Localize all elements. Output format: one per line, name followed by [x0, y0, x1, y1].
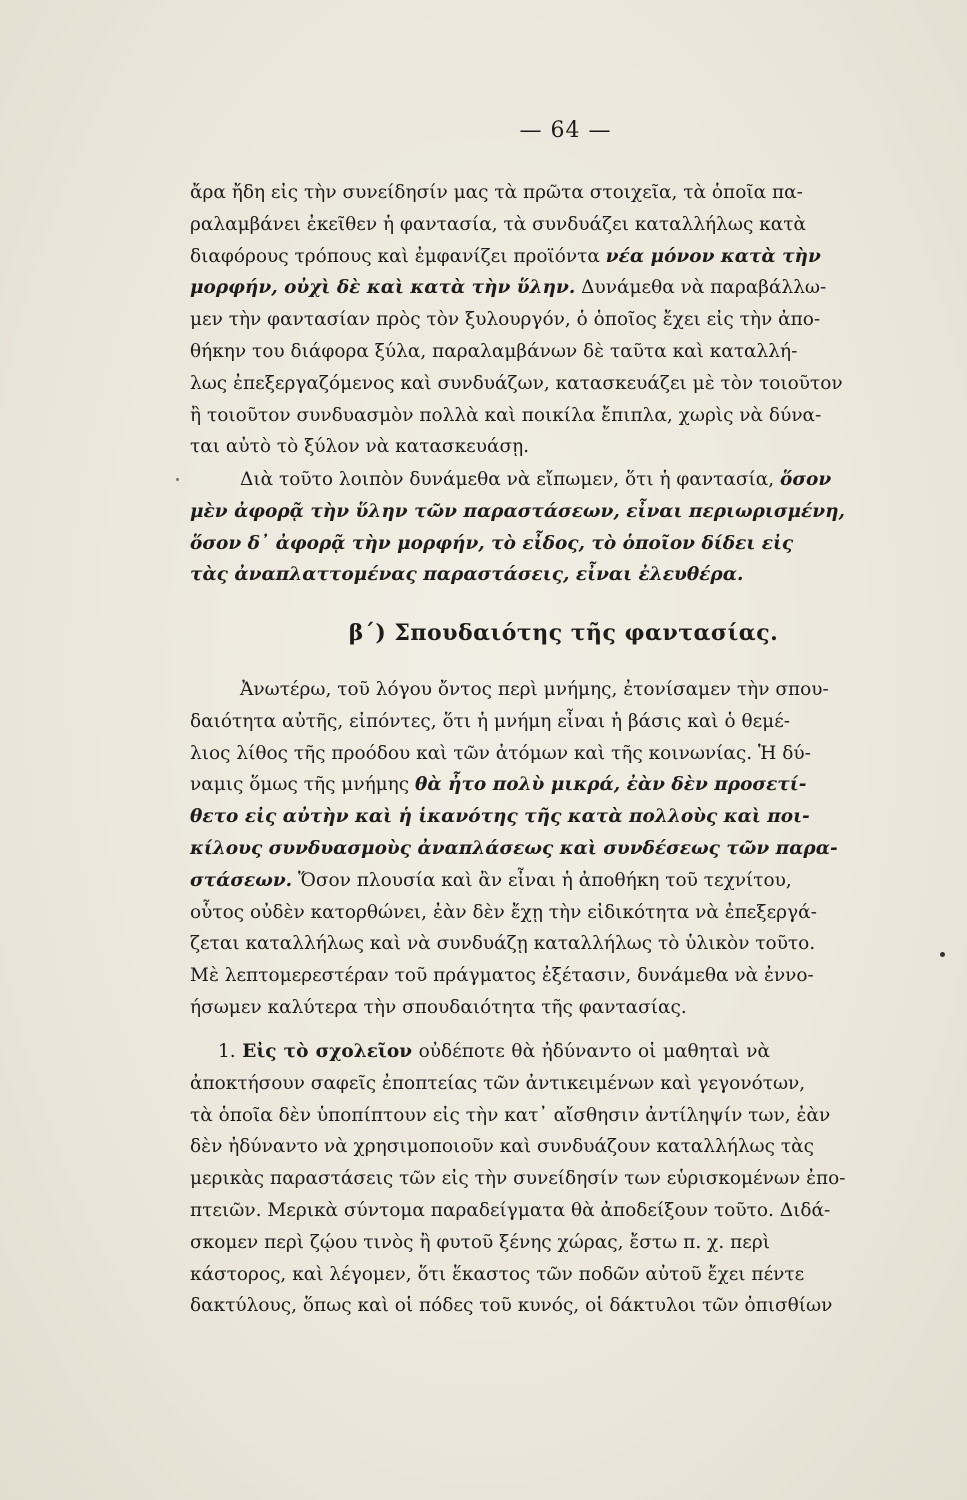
text-line	[190, 801, 810, 833]
text-line	[190, 528, 794, 560]
ink-speck	[940, 952, 945, 957]
text-line: ἄρα ἤδη εἰς τὴν συνείδησίν μας τὰ πρῶτα στοιχεῖα, τὰ ὁποῖα πα-	[190, 182, 803, 203]
text-run: Διὰ τοῦτο λοιπὸν δυνάμεθα νὰ εἴπωμεν, ὅτι ἡ φαντασία,	[240, 469, 780, 490]
text-line: δακτύλους, ὅπως καὶ οἱ πόδες τοῦ κυνός, οἱ δάκτυλοι τῶν ὀπισθίων	[190, 1295, 833, 1317]
text-line	[190, 241, 821, 273]
text-run: οὐδέποτε θὰ ἠδύναντο οἱ μαθηταὶ νὰ	[412, 1041, 770, 1062]
section-heading: β΄) Σπουδαιότης τῆς φαντασίας.	[348, 620, 779, 646]
text-line: ζεται καταλλήλως καὶ νὰ συνδυάζῃ καταλλήλως τὸ ὑλικὸν τοῦτο.	[190, 933, 816, 955]
text-run: Ὅσον πλουσία καὶ ἂν εἶναι ἡ ἀποθήκη τοῦ τεχνίτου,	[292, 869, 792, 891]
text-line: Μὲ λεπτομερεστέραν τοῦ πράγματος ἐξέτασιν, δυνάμεθα νὰ ἐννο-	[190, 965, 814, 987]
text-line	[190, 833, 838, 865]
text-line: μερικὰς παραστάσεις τῶν εἰς τὴν συνείδησίν των εὑρισκομένων ἐπο-	[190, 1168, 846, 1190]
emphasis-text: θὰ ἦτο πολὺ μικρά, ἐὰν δὲν προσετί-	[415, 774, 807, 796]
emphasis-text: κίλους συνδυασμοὺς ἀναπλάσεως καὶ συνδέσεως τῶν παρα-	[190, 837, 838, 859]
ink-speck	[176, 478, 179, 481]
text-line	[190, 865, 792, 897]
text-run: διαφόρους τρόπους καὶ ἐμφανίζει προϊόντα	[190, 245, 606, 267]
text-line: λως ἐπεξεργαζόμενος καὶ συνδυάζων, κατασκευάζει μὲ τὸν τοιοῦτον	[190, 372, 843, 394]
paragraph-1	[190, 177, 843, 463]
text-line: κάστορος, καὶ λέγομεν, ὅτι ἕκαστος τῶν ποδῶν αὐτοῦ ἔχει πέντε	[190, 1263, 805, 1285]
emphasis-text: μὲν ἀφορᾷ τὴν ὕλην τῶν παραστάσεων, εἶναι περιωρισμένη,	[190, 500, 845, 522]
text-run: Δυνάμεθα νὰ παραβάλλω-	[575, 277, 827, 299]
text-line: θήκην του διάφορα ξύλα, παραλαμβάνων δὲ ταῦτα καὶ καταλλή-	[190, 340, 798, 362]
emphasis-text: θετο εἰς αὐτὴν καὶ ἡ ἱκανότης τῆς κατὰ πολλοὺς καὶ ποι-	[190, 806, 810, 828]
text-line: σκομεν περὶ ζῴου τινὸς ἢ φυτοῦ ξένης χώρας, ἔστω π. χ. περὶ	[190, 1231, 770, 1253]
text-line	[190, 1036, 770, 1068]
text-line: δαιότητα αὐτῆς, εἰπόντες, ὅτι ἡ μνήμη εἶναι ἡ βάσις καὶ ὁ θεμέ-	[190, 710, 791, 732]
text-line: ται αὐτὸ τὸ ξύλον νὰ κατασκευάσῃ.	[190, 436, 530, 458]
text-line: τὰ ὁποῖα δὲν ὑποπίπτουν εἰς τὴν κατ᾽ αἴσθησιν ἀντίληψίν των, ἐὰν	[190, 1104, 831, 1126]
text-line: ἀποκτήσουν σαφεῖς ἐποπτείας τῶν ἀντικειμένων καὶ γεγονότων,	[190, 1072, 806, 1094]
paragraph-2	[190, 464, 845, 591]
emphasis-text: νέα μόνον κατὰ τὴν	[605, 245, 821, 267]
emphasis-text: ὅσον	[780, 469, 832, 490]
text-line	[190, 496, 845, 528]
bold-text: Εἰς τὸ σχολεῖον	[242, 1041, 413, 1062]
text-line: δὲν ἠδύναντο νὰ χρησιμοποιοῦν καὶ συνδυάζουν καταλλήλως τὰς	[190, 1136, 814, 1158]
emphasis-text: μορφήν, οὐχὶ δὲ καὶ κατὰ τὴν ὕλην.	[190, 277, 576, 299]
emphasis-text: ὅσον δ᾽ ἀφορᾷ τὴν μορφήν, τὸ εἶδος, τὸ ὁποῖον δίδει εἰς	[190, 532, 794, 554]
text-line: ήσωμεν καλύτερα τὴν σπουδαιότητα τῆς φαντασίας.	[190, 996, 687, 1018]
text-line: ἢ τοιοῦτον συνδυασμὸν πολλὰ καὶ ποικίλα ἔπιπλα, χωρὶς νὰ δύνα-	[190, 404, 822, 426]
paragraph-3	[190, 674, 838, 1024]
list-number: 1.	[218, 1041, 243, 1062]
text-line	[190, 559, 770, 591]
text-line: πτειῶν. Μερικὰ σύντομα παραδείγματα θὰ ἀποδείξουν τοῦτο. Διδά-	[190, 1199, 831, 1221]
text-line	[190, 272, 827, 304]
text-line: ραλαμβάνει ἐκεῖθεν ἡ φαντασία, τὰ συνδυάζει καταλλήλως κατὰ	[190, 213, 806, 235]
page-number: — 64 —	[519, 118, 612, 143]
text-line: λιος λίθος τῆς προόδου καὶ τῶν ἀτόμων καὶ τῆς κοινωνίας. Ἡ δύ-	[190, 742, 811, 764]
emphasis-text: στάσεων.	[190, 869, 293, 891]
text-run: ναμις ὅμως τῆς μνήμης	[190, 774, 416, 796]
text-line: μεν τὴν φαντασίαν πρὸς τὸν ξυλουργόν, ὁ ὁποῖος ἔχει εἰς τὴν ἀπο-	[190, 309, 821, 331]
text-line	[190, 464, 832, 496]
paragraph-4	[190, 1036, 846, 1322]
text-line: οὗτος οὐδὲν κατορθώνει, ἐὰν δὲν ἔχῃ τὴν εἰδικότητα νὰ ἐπεξεργά-	[190, 901, 817, 923]
text-line	[190, 769, 807, 801]
text-line: Ἀνωτέρω, τοῦ λόγου ὄντος περὶ μνήμης, ἐτονίσαμεν τὴν σπου-	[240, 679, 829, 700]
emphasis-text: τὰς ἀναπλαττομένας παραστάσεις, εἶναι ἐλευθέρα.	[190, 564, 744, 586]
